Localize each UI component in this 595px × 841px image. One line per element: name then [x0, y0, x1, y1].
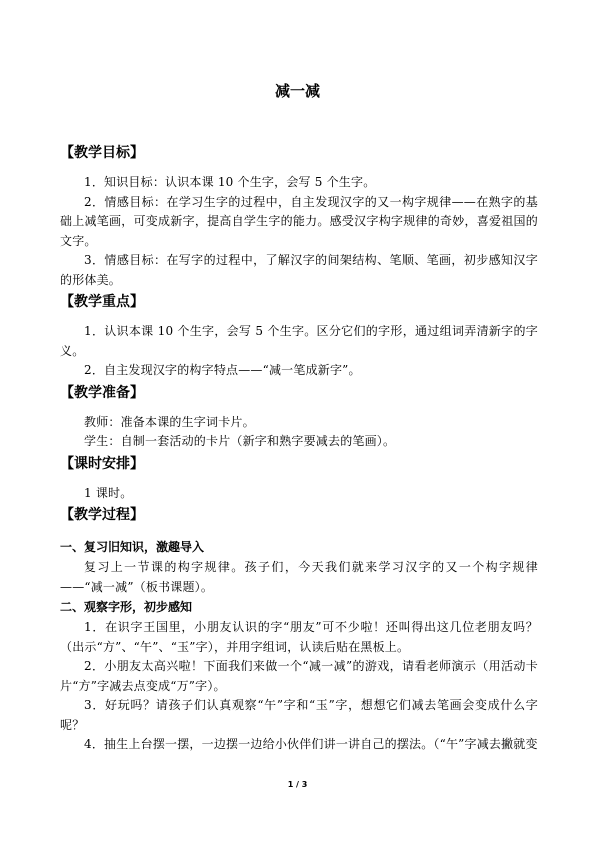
process-part2-item-3: 3．好玩吗？请孩子们认真观察“午”字和“玉”字，想想它们减去笔画会变成什么字呢？ — [60, 698, 538, 732]
section-heading-process: 【教学过程】 — [60, 507, 144, 523]
key-point-item-2: 2．自主发现汉字的构字特点——“减一笔成新字”。 — [84, 363, 361, 377]
process-part1-item-1: 复习上一节课的构字规律。孩子们，今天我们就来学习汉字的又一个构字规律——“减一减”（板书课题）。 — [60, 560, 538, 594]
key-point-item-1: 1．认识本课 10 个生字，会写 5 个生字。区分它们的字形，通过组词弄清新字的字义。 — [60, 324, 538, 358]
process-part2-title: 二、观察字形，初步感知 — [60, 600, 193, 614]
goal-item-3: 3．情感目标：在写字的过程中，了解汉字的间架结构、笔顺、笔画，初步感知汉字的形体美。 — [60, 253, 538, 287]
document-title: 减一减 — [274, 82, 320, 100]
preparation-item-teacher: 教师：准备本课的生字词卡片。 — [84, 414, 255, 429]
goal-item-1: 1．知识目标：认识本课 10 个生字，会写 5 个生字。 — [84, 175, 376, 189]
process-part2-item-4: 4．抽生上台摆一摆，一边摆一边给小伙伴们讲一讲自己的摆法。（“午”字减去撇就变 — [84, 737, 538, 751]
schedule-item: 1 课时。 — [84, 485, 133, 500]
preparation-item-student: 学生：自制一套活动的卡片（新字和熟字要减去的笔画）。 — [84, 434, 396, 448]
document-body — [60, 141, 538, 755]
section-heading-preparation: 【教学准备】 — [60, 384, 144, 401]
goal-item-2: 2．情感目标：在学习生字的过程中，自主发现汉字的又一构字规律——在熟字的基础上减笔画，可变成新字，提高自学生字的能力。感受汉字构字规律的奇妙，喜爱祖国的文字。 — [60, 194, 538, 248]
process-part1-title: 一、复习旧知识，激趣导入 — [60, 540, 205, 554]
process-part2-item-1: 1．在识字王国里，小朋友认识的字“朋友”可不少啦！还叫得出这几位老朋友吗？（出示“方”、“午”、“玉”字），并用字组词，认读后贴在黑板上。 — [60, 620, 538, 654]
process-part2-item-2: 2．小朋友太高兴啦！下面我们来做一个“减一减”的游戏，请看老师演示（用活动卡片“方”字减去点变成“万”字）。 — [60, 659, 538, 693]
section-heading-goals: 【教学目标】 — [60, 145, 144, 161]
page-number: 1 / 3 — [287, 780, 308, 789]
section-heading-key-points: 【教学重点】 — [60, 294, 144, 310]
section-heading-schedule: 【课时安排】 — [60, 455, 144, 472]
